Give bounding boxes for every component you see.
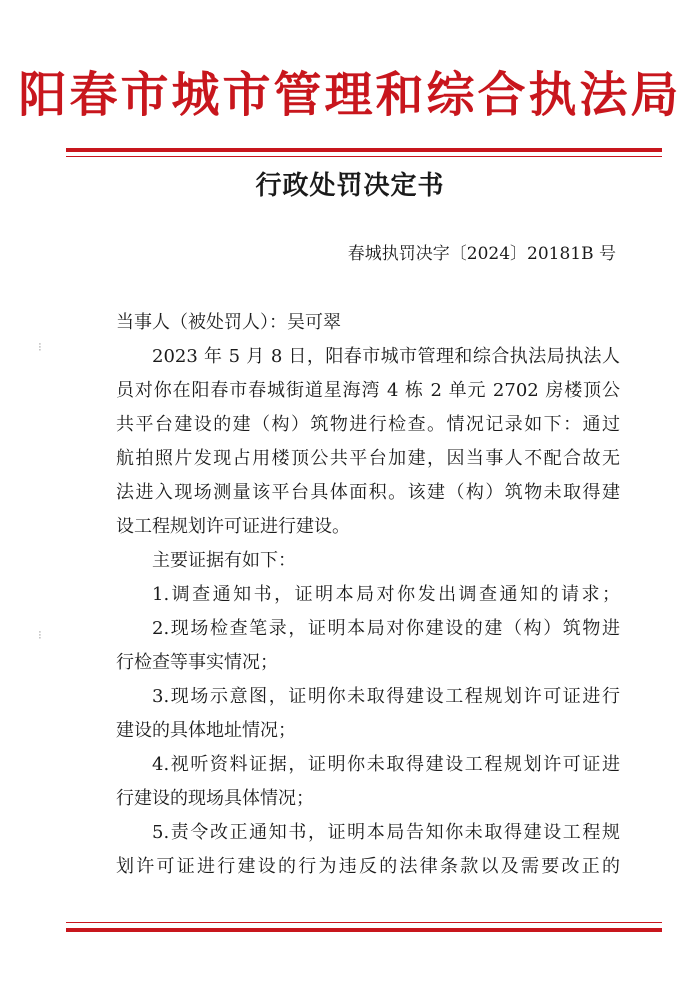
party-line: 当事人（被处罚人）：吴可翠 xyxy=(116,312,341,333)
evidence-item-3: 3.现场示意图，证明你未取得建设工程规划许可证进行 xyxy=(152,686,620,707)
evidence-item-5-continued: 划许可证进行建设的行为违反的法律条款以及需要改正的 xyxy=(116,856,620,877)
evidence-item-1: 1.调查通知书，证明本局对你发出调查通知的请求； xyxy=(152,584,620,605)
document-body xyxy=(116,306,620,884)
footer-rule-thin xyxy=(66,922,662,923)
evidence-item-2-continued: 行检查等事实情况； xyxy=(116,652,278,673)
header-rule-thick xyxy=(66,148,662,152)
binding-hole-mark: ⁝ xyxy=(38,340,42,354)
narrative-line: 设工程规划许可证进行建设。 xyxy=(116,516,350,537)
issuing-authority-header: 阳春市城市管理和综合执法局 xyxy=(18,67,682,123)
evidence-item-2: 2.现场检查笔录，证明本局对你建设的建（构）筑物进 xyxy=(152,618,620,639)
narrative-line: 航拍照片发现占用楼顶公共平台加建，因当事人不配合故无 xyxy=(116,448,620,469)
narrative-line: 法进入现场测量该平台具体面积。该建（构）筑物未取得建 xyxy=(116,482,620,503)
evidence-intro: 主要证据有如下： xyxy=(152,550,296,571)
evidence-item-5: 5.责令改正通知书，证明本局告知你未取得建设工程规 xyxy=(152,822,620,843)
narrative-line: 2023 年 5 月 8 日，阳春市城市管理和综合执法局执法人 xyxy=(152,346,620,367)
narrative-line: 共平台建设的建（构）筑物进行检查。情况记录如下：通过 xyxy=(116,414,620,435)
evidence-item-4: 4.视听资料证据，证明你未取得建设工程规划许可证进 xyxy=(152,754,620,775)
footer-rule-thick xyxy=(66,928,662,932)
evidence-item-3-continued: 建设的具体地址情况； xyxy=(116,720,296,741)
header-rule-thin xyxy=(66,156,662,157)
document-number: 春城执罚决字〔2024〕20181B 号 xyxy=(347,244,616,264)
binding-hole-mark: ⁝ xyxy=(38,628,42,642)
narrative-line: 员对你在阳春市春城街道星海湾 4 栋 2 单元 2702 房楼顶公 xyxy=(116,380,620,401)
evidence-item-4-continued: 行建设的现场具体情况； xyxy=(116,788,314,809)
document-title: 行政处罚决定书 xyxy=(255,171,445,201)
